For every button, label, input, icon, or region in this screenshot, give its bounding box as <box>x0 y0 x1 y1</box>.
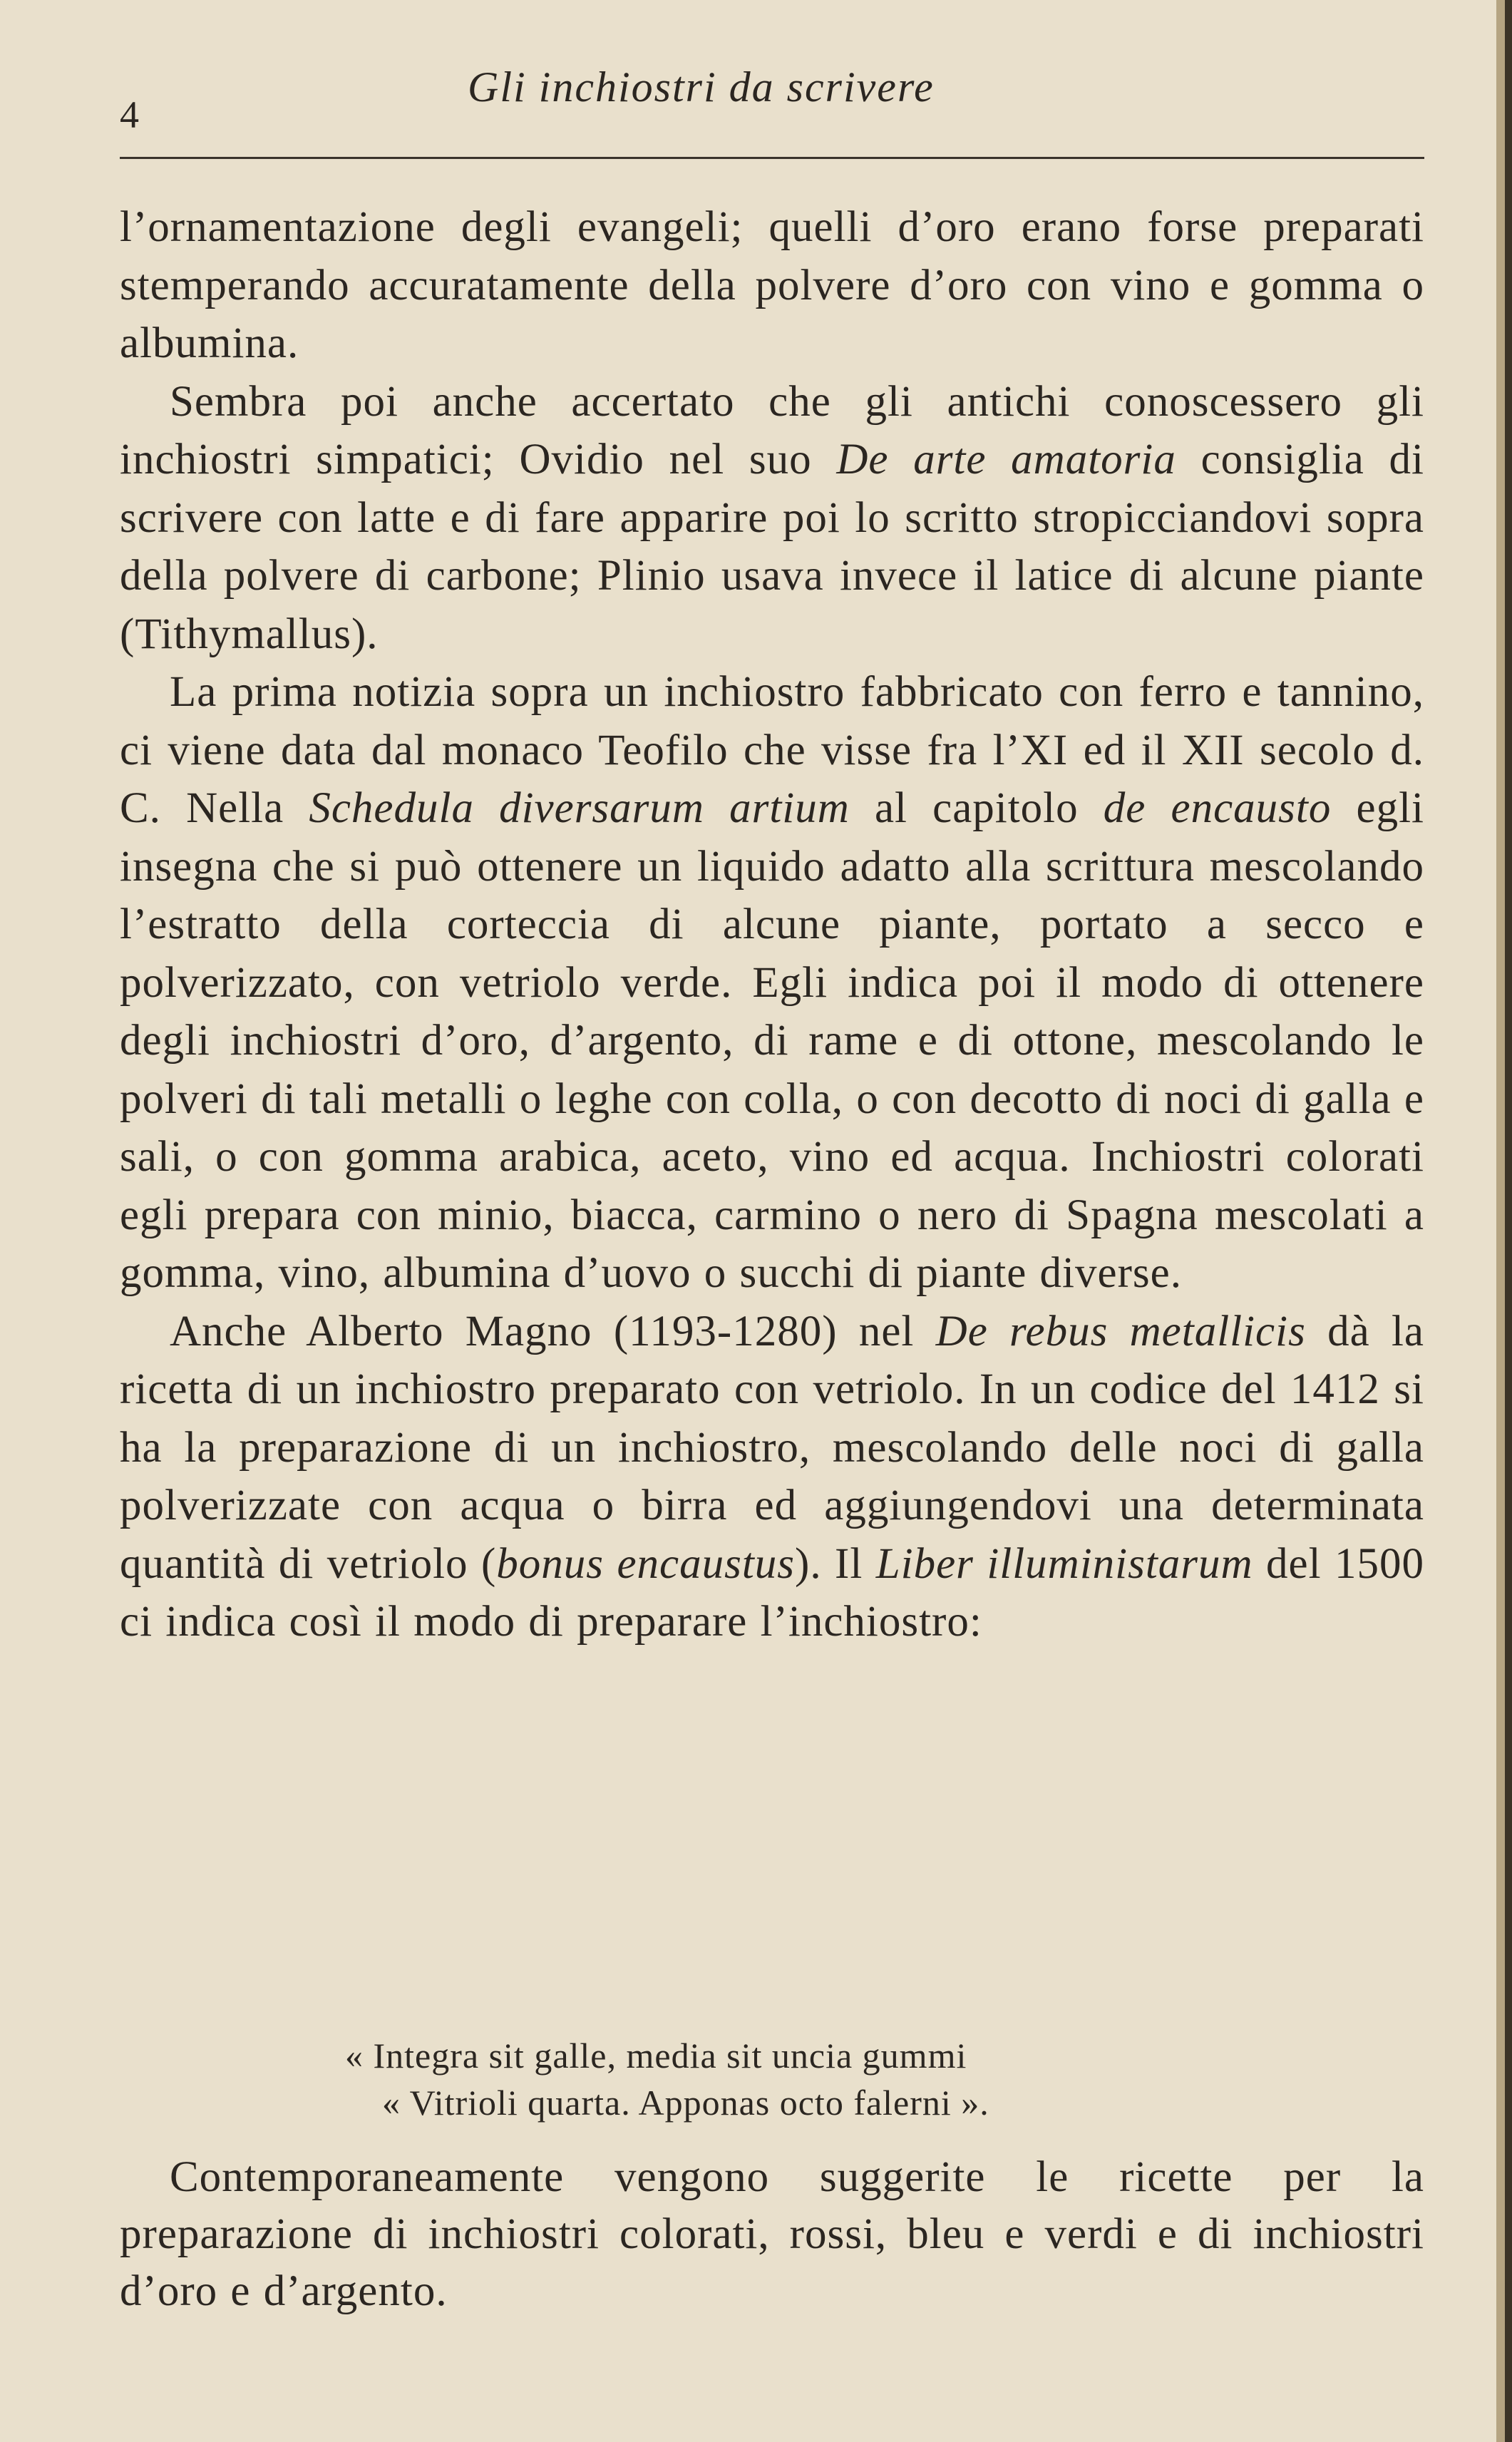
quote-line-1: « Integra sit galle, media sit uncia gummi <box>345 2036 967 2076</box>
paragraph-4-text-c: dà la ricetta di un inchiostro preparato con vetriolo. In un codice del 1412 si ha la preparazione di un inchiostro, mescolando delle noci di galla polverizzate con acqua o birra ed aggiungendovi una determinata quantità di vetriolo ( <box>120 1307 1424 1588</box>
paragraph-2-text-a: Sembra poi anche accertato che gli antichi conoscessero gli inchiostri simpatici; Ovidio nel suo <box>120 377 1424 483</box>
page-header <box>120 50 1424 135</box>
paragraph-3-text-e: egli insegna che si può ottenere un liquido adatto alla scrittura mescolando l’estratto della corteccia di alcune piante, portato a secco e polverizzato, con vetriolo verde. Egli indica poi il modo di ottenere degli inchiostri d’oro, d’argento, di rame e di ottone, mescolando le polveri di tali metalli o leghe con colla, o con decotto di noci di galla e sali, o con gomma arabica, aceto, vino ed acqua. Inchiostri colorati egli prepara con minio, biacca, carmino o nero di Spagna mescolati a gomma, vino, albumina d’uovo o succhi di piante diverse. <box>120 784 1424 1297</box>
paragraph-3 <box>120 663 1424 1303</box>
paragraph-4-text-e: ). Il <box>795 1539 876 1588</box>
quote-line-2: « Vitrioli quarta. Apponas octo falerni ». <box>382 2083 989 2123</box>
paragraph-3-text-a: La prima notizia sopra un inchiostro fabbricato con ferro e tannino, ci viene data dal monaco Teofilo che visse fra l’XI ed il XII secolo d. C. Nella <box>120 668 1424 832</box>
body-text <box>120 198 1424 1651</box>
paragraph-1-text: l’ornamentazione degli evangeli; quelli d’oro erano forse preparati stemperando accuratamente della polvere d’oro con vino e gomma o albumina. <box>120 203 1424 367</box>
latin-quote <box>120 2032 1424 2126</box>
closing-paragraph <box>120 2149 1424 2320</box>
chapter-title-de-encausto: de encausto <box>1103 784 1332 832</box>
book-title-liber-illuministarum: Liber illuministarum <box>875 1539 1253 1588</box>
header-rule <box>120 157 1424 159</box>
paragraph-3-text-c: al capitolo <box>849 784 1104 832</box>
paragraph-2 <box>120 373 1424 664</box>
paragraph-4 <box>120 1303 1424 1651</box>
book-title-de-arte-amatoria: De arte amatoria <box>836 436 1176 483</box>
term-bonus-encaustus: bonus encaustus <box>496 1539 796 1588</box>
book-title-schedula: Schedula diversarum artium <box>309 784 850 832</box>
paragraph-2-text-c: consiglia di scrivere con latte e di fare apparire poi lo scritto stropicciandovi sopra della polvere di carbone; Plinio usava invece il latice di alcune piante (Tithymallus). <box>120 436 1425 658</box>
book-title-de-rebus-metallicis: De rebus metallicis <box>935 1307 1306 1355</box>
paragraph-5-text: Contemporaneamente vengono suggerite le ricette per la preparazione di inchiostri colorati, rossi, bleu e verdi e di inchiostri d’oro e d’argento. <box>120 2153 1424 2315</box>
running-title: Gli inchiostri da scrivere <box>468 63 935 111</box>
paragraph-4-text-a: Anche Alberto Magno (1193-1280) nel <box>170 1307 936 1355</box>
paragraph-4-text-g: del 1500 ci indica così il modo di preparare l’inchiostro: <box>120 1539 1424 1646</box>
paragraph-5 <box>120 2149 1424 2320</box>
page-edge-shadow <box>1505 0 1512 2442</box>
paragraph-1 <box>120 198 1424 373</box>
page-number: 4 <box>120 93 139 136</box>
